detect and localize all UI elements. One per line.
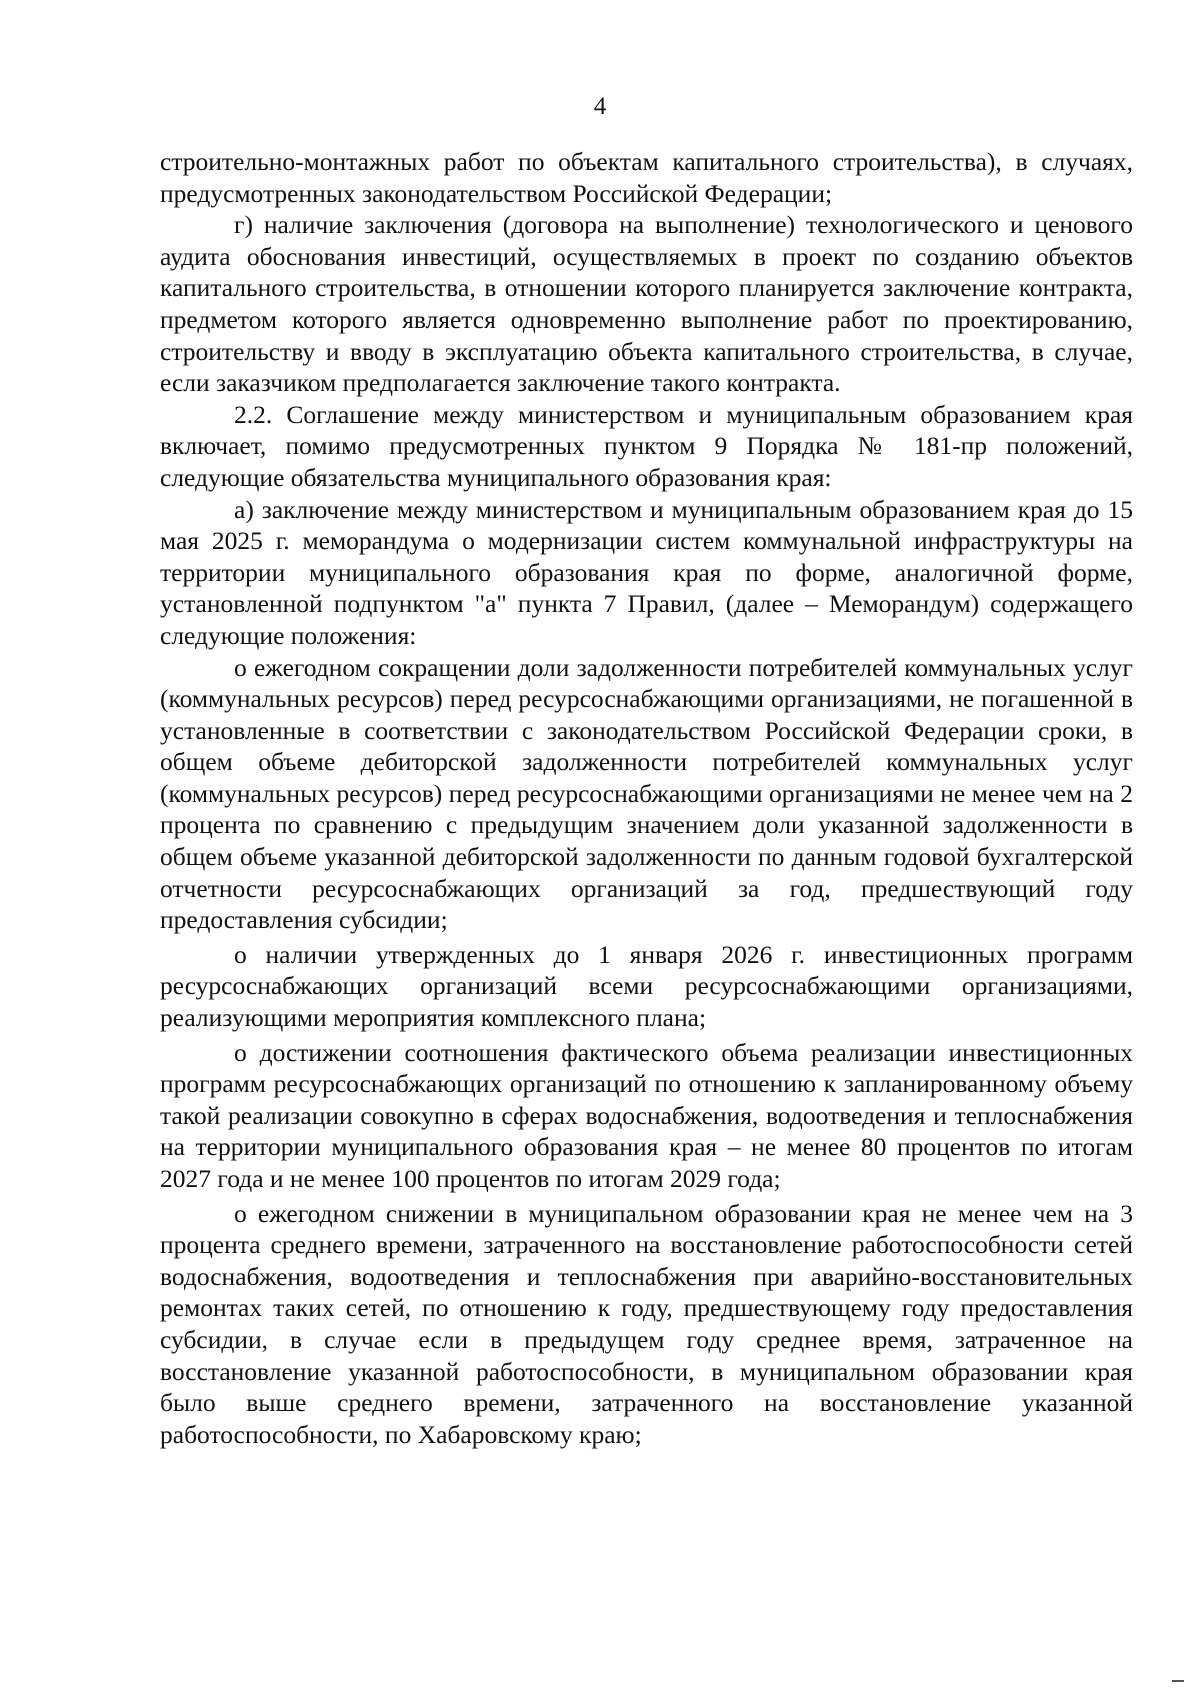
paragraph-continuation: строительно-монтажных работ по объектам капитального строительства), в случаях, предусмотренных законодательством Российской Федерации; (160, 147, 1133, 208)
paragraph-provision-repair-time: о ежегодном снижении в муниципальном образовании края не менее чем на 3 процента среднего времени, затраченного на восстановление работоспособности сетей водоснабжения, водоотведения и теплоснабжения при аварийно-восстановительных ремонтах таких сетей, по отношению к году, предшествующему году предоставления субсидии, в случае если в предыдущем году среднее время, затраченное на восстановление указанной работоспособности, в муниципальном образовании края было выше среднего времени, затраченного на восстановление указанной работоспособности, по Хабаровскому краю; (160, 1198, 1133, 1449)
document-body (160, 146, 1133, 1450)
scan-artifact-mark (1172, 1680, 1184, 1682)
page-number: 4 (593, 93, 607, 120)
paragraph-provision-debt: о ежегодном сокращении доли задолженности потребителей коммунальных услуг (коммунальных ресурсов) перед ресурсоснабжающими организациями, не погашенной в установленные в соответствии с законодательством Российской Федерации сроки, в общем объеме дебиторской задолженности потребителей коммунальных услуг (коммунальных ресурсов) перед ресурсоснабжающими организациями не менее чем на 2 процента по сравнению с предыдущим значением доли указанной задолженности в общем объеме указанной дебиторской задолженности по данным годовой бухгалтерской отчетности ресурсоснабжающих организаций за год, предшествующий году предоставления субсидии; (160, 652, 1133, 935)
paragraph-provision-ratio: о достижении соотношения фактического объема реализации инвестиционных программ ресурсоснабжающих организаций по отношению к запланированному объему такой реализации совокупно в сферах водоснабжения, водоотведения и теплоснабжения на территории муниципального образования края – не менее 80 процентов по итогам 2027 года и не менее 100 процентов по итогам 2029 года; (160, 1037, 1133, 1193)
paragraph-item-a: а) заключение между министерством и муниципальным образованием края до 15 мая 2025 г. меморандума о модернизации систем коммунальной инфраструктуры на территории муниципального образования края по форме, аналогичной форме, установленной подпунктом "а" пункта 7 Правил, (далее – Меморандум) содержащего следующие положения: (160, 494, 1133, 650)
paragraph-provision-programs: о наличии утвержденных до 1 января 2026 г. инвестиционных программ ресурсоснабжающих организаций всеми ресурсоснабжающими организациями, реализующими мероприятия комплексного плана; (160, 939, 1133, 1033)
paragraph-clause-2-2: 2.2. Соглашение между министерством и муниципальным образованием края включает, помимо предусмотренных пунктом 9 Порядка № 181-пр положений, следующие обязательства муниципального образования края: (160, 399, 1133, 492)
paragraph-item-g: г) наличие заключения (договора на выполнение) технологического и ценового аудита обоснования инвестиций, осуществляемых в проект по созданию объектов капитального строительства, в отношении которого планируется заключение контракта, предметом которого является одновременно выполнение работ по проектированию, строительству и вводу в эксплуатацию объекта капитального строительства, в случае, если заказчиком предполагается заключение такого контракта. (160, 210, 1133, 398)
